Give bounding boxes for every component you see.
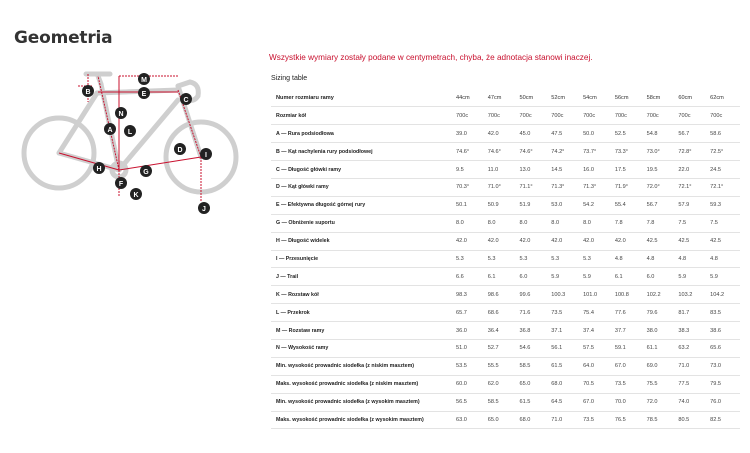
table-cell: 57.5	[581, 339, 613, 357]
size-header: 54cm	[581, 89, 613, 107]
table-cell: 71.9°	[613, 178, 645, 196]
table-cell: 76.5	[613, 411, 645, 429]
table-cell: 75.5	[645, 375, 677, 393]
marker-d	[174, 143, 186, 155]
row-label: M — Rozstaw ramy	[271, 322, 454, 340]
table-cell: 9.5	[454, 161, 486, 179]
row-label: J — Trail	[271, 268, 454, 286]
table-cell: 56.5	[454, 393, 486, 411]
table-cell: 700c	[486, 107, 518, 125]
marker-g	[140, 165, 152, 177]
table-cell: 72.1°	[708, 178, 740, 196]
svg-text:I: I	[205, 152, 207, 159]
table-cell: 98.6	[486, 286, 518, 304]
table-cell: 37.7	[613, 322, 645, 340]
svg-text:C: C	[183, 97, 189, 104]
table-cell: 53.5	[454, 357, 486, 375]
size-header: 47cm	[486, 89, 518, 107]
table-cell: 70.3°	[454, 178, 486, 196]
table-cell: 100.3	[549, 286, 581, 304]
table-cell: 5.3	[454, 250, 486, 268]
table-cell: 82.5	[708, 411, 740, 429]
table-cell: 73.0	[708, 357, 740, 375]
table-row	[271, 214, 740, 232]
table-cell: 79.6	[645, 304, 677, 322]
table-cell: 73.5	[613, 375, 645, 393]
table-cell: 72.8°	[676, 143, 708, 161]
table-cell: 71.6	[518, 304, 550, 322]
table-cell: 6.0	[645, 268, 677, 286]
table-cell: 42.0	[581, 232, 613, 250]
table-row	[271, 357, 740, 375]
table-cell: 73.3°	[613, 143, 645, 161]
table-row	[271, 322, 740, 340]
table-cell: 700c	[581, 107, 613, 125]
table-cell: 8.0	[518, 214, 550, 232]
size-header: 52cm	[549, 89, 581, 107]
table-cell: 7.8	[613, 214, 645, 232]
table-cell: 7.5	[676, 214, 708, 232]
row-label: E — Efektywna długość górnej rury	[271, 196, 454, 214]
row-label: B — Kąt nachylenia rury podsiodłowej	[271, 143, 454, 161]
table-cell: 39.0	[454, 125, 486, 143]
table-cell: 55.4	[613, 196, 645, 214]
table-cell: 8.0	[454, 214, 486, 232]
row-label: D — Kąt główki ramy	[271, 178, 454, 196]
table-cell: 65.6	[708, 339, 740, 357]
svg-text:J: J	[202, 206, 206, 213]
table-cell: 51.0	[454, 339, 486, 357]
units-notice: Wszystkie wymiary zostały podane w centymetrach, chyba, że adnotacja stanowi inaczej.	[269, 53, 593, 62]
table-cell: 79.5	[708, 375, 740, 393]
row-label: Rozmiar kół	[271, 107, 454, 125]
table-cell: 69.0	[645, 357, 677, 375]
svg-text:N: N	[118, 111, 124, 118]
table-cell: 76.0	[708, 393, 740, 411]
table-cell: 72.1°	[676, 178, 708, 196]
table-cell: 700c	[676, 107, 708, 125]
table-cell: 58.5	[486, 393, 518, 411]
table-cell: 58.6	[708, 125, 740, 143]
table-cell: 42.0	[454, 232, 486, 250]
table-cell: 11.0	[486, 161, 518, 179]
size-header: 60cm	[676, 89, 708, 107]
table-cell: 5.3	[549, 250, 581, 268]
table-cell: 54.6	[518, 339, 550, 357]
table-cell: 52.7	[486, 339, 518, 357]
marker-e	[138, 87, 150, 99]
svg-text:B: B	[85, 89, 91, 96]
row-label: H — Długość widelek	[271, 232, 454, 250]
table-cell: 57.9	[676, 196, 708, 214]
size-header: 44cm	[454, 89, 486, 107]
table-cell: 65.7	[454, 304, 486, 322]
table-cell: 17.5	[613, 161, 645, 179]
table-cell: 62.0	[486, 375, 518, 393]
table-cell: 6.1	[486, 268, 518, 286]
table-row	[271, 375, 740, 393]
table-cell: 63.0	[454, 411, 486, 429]
size-header: 58cm	[645, 89, 677, 107]
table-cell: 60.0	[454, 375, 486, 393]
table-cell: 77.5	[676, 375, 708, 393]
table-cell: 700c	[645, 107, 677, 125]
table-cell: 71.1°	[518, 178, 550, 196]
table-cell: 61.5	[518, 393, 550, 411]
header-label: Numer rozmiaru ramy	[271, 89, 454, 107]
table-cell: 65.0	[486, 411, 518, 429]
table-cell: 42.5	[708, 232, 740, 250]
row-label: G — Obniżenie suportu	[271, 214, 454, 232]
table-cell: 50.9	[486, 196, 518, 214]
table-cell: 51.9	[518, 196, 550, 214]
table-cell: 7.5	[708, 214, 740, 232]
marker-m	[138, 73, 150, 85]
table-cell: 74.0	[676, 393, 708, 411]
table-row	[271, 178, 740, 196]
table-cell: 5.3	[581, 250, 613, 268]
table-cell: 700c	[518, 107, 550, 125]
table-cell: 36.8	[518, 322, 550, 340]
table-row	[271, 304, 740, 322]
svg-text:A: A	[107, 127, 113, 134]
table-cell: 77.6	[613, 304, 645, 322]
table-cell: 61.1	[645, 339, 677, 357]
table-cell: 55.5	[486, 357, 518, 375]
table-cell: 58.5	[518, 357, 550, 375]
svg-text:D: D	[177, 147, 183, 154]
row-label: Min. wysokość prowadnic siodełka (z niskim masztem)	[271, 357, 454, 375]
table-cell: 73.5	[581, 411, 613, 429]
table-cell: 5.3	[486, 250, 518, 268]
table-cell: 5.9	[676, 268, 708, 286]
table-cell: 42.5	[676, 232, 708, 250]
table-cell: 6.0	[518, 268, 550, 286]
table-cell: 50.0	[581, 125, 613, 143]
table-cell: 67.0	[581, 393, 613, 411]
table-row	[271, 411, 740, 429]
table-cell: 64.5	[549, 393, 581, 411]
table-cell: 38.0	[645, 322, 677, 340]
table-row	[271, 339, 740, 357]
table-cell: 4.8	[676, 250, 708, 268]
row-label: I — Przesunięcie	[271, 250, 454, 268]
table-cell: 103.2	[676, 286, 708, 304]
table-row	[271, 196, 740, 214]
svg-text:M: M	[141, 77, 147, 84]
table-cell: 70.5	[581, 375, 613, 393]
row-label: Min. wysokość prowadnic siodełka (z wysokim masztem)	[271, 393, 454, 411]
table-cell: 59.1	[613, 339, 645, 357]
table-cell: 56.1	[549, 339, 581, 357]
table-cell: 42.0	[549, 232, 581, 250]
table-cell: 54.2	[581, 196, 613, 214]
table-row	[271, 161, 740, 179]
table-cell: 68.0	[549, 375, 581, 393]
table-cell: 68.0	[518, 411, 550, 429]
table-cell: 74.6°	[454, 143, 486, 161]
marker-c	[180, 93, 192, 105]
table-cell: 101.0	[581, 286, 613, 304]
row-label: A — Rura podsiodłowa	[271, 125, 454, 143]
table-cell: 4.8	[613, 250, 645, 268]
table-cell: 8.0	[549, 214, 581, 232]
table-cell: 6.1	[613, 268, 645, 286]
table-cell: 45.0	[518, 125, 550, 143]
table-cell: 36.4	[486, 322, 518, 340]
table-cell: 700c	[454, 107, 486, 125]
table-row	[271, 125, 740, 143]
marker-j	[198, 202, 210, 214]
table-cell: 42.0	[613, 232, 645, 250]
table-cell: 74.6°	[518, 143, 550, 161]
table-cell: 83.5	[708, 304, 740, 322]
table-row	[271, 143, 740, 161]
table-cell: 37.4	[581, 322, 613, 340]
table-cell: 5.3	[518, 250, 550, 268]
svg-text:F: F	[118, 181, 124, 188]
row-label: C — Długość główki ramy	[271, 161, 454, 179]
table-cell: 7.8	[645, 214, 677, 232]
table-cell: 14.5	[549, 161, 581, 179]
table-cell: 65.0	[518, 375, 550, 393]
table-cell: 74.6°	[486, 143, 518, 161]
svg-text:K: K	[133, 192, 139, 199]
table-cell: 100.8	[613, 286, 645, 304]
table-header-row	[271, 89, 740, 107]
table-cell: 54.8	[645, 125, 677, 143]
svg-text:H: H	[96, 166, 102, 173]
table-cell: 50.1	[454, 196, 486, 214]
table-cell: 102.2	[645, 286, 677, 304]
table-cell: 19.5	[645, 161, 677, 179]
marker-h	[93, 162, 105, 174]
size-header: 50cm	[518, 89, 550, 107]
table-cell: 5.9	[708, 268, 740, 286]
table-cell: 4.8	[645, 250, 677, 268]
table-cell: 72.0	[645, 393, 677, 411]
size-header: 56cm	[613, 89, 645, 107]
table-cell: 42.0	[518, 232, 550, 250]
table-cell: 70.0	[613, 393, 645, 411]
marker-l	[124, 125, 136, 137]
table-cell: 42.0	[486, 125, 518, 143]
table-cell: 73.0°	[645, 143, 677, 161]
row-label: L — Przekrok	[271, 304, 454, 322]
table-cell: 4.8	[708, 250, 740, 268]
table-cell: 16.0	[581, 161, 613, 179]
table-row	[271, 393, 740, 411]
table-row	[271, 250, 740, 268]
table-cell: 47.5	[549, 125, 581, 143]
table-cell: 6.6	[454, 268, 486, 286]
table-cell: 700c	[708, 107, 740, 125]
row-label: N — Wysokość ramy	[271, 339, 454, 357]
svg-text:L: L	[127, 129, 133, 136]
row-label: Maks. wysokość prowadnic siodełka (z niskim masztem)	[271, 375, 454, 393]
table-cell: 71.0	[549, 411, 581, 429]
table-cell: 56.7	[676, 125, 708, 143]
table-cell: 72.0°	[645, 178, 677, 196]
table-cell: 71.3°	[549, 178, 581, 196]
table-cell: 53.0	[549, 196, 581, 214]
table-cell: 71.0°	[486, 178, 518, 196]
table-row	[271, 268, 740, 286]
marker-n	[115, 107, 127, 119]
marker-i	[200, 148, 212, 160]
table-cell: 63.2	[676, 339, 708, 357]
table-cell: 64.0	[581, 357, 613, 375]
table-cell: 5.9	[549, 268, 581, 286]
table-cell: 71.3°	[581, 178, 613, 196]
table-cell: 67.0	[613, 357, 645, 375]
marker-k	[130, 188, 142, 200]
marker-b	[82, 85, 94, 97]
table-cell: 75.4	[581, 304, 613, 322]
table-cell: 24.5	[708, 161, 740, 179]
table-cell: 22.0	[676, 161, 708, 179]
table-cell: 72.5°	[708, 143, 740, 161]
table-cell: 700c	[613, 107, 645, 125]
size-header: 62cm	[708, 89, 740, 107]
table-cell: 81.7	[676, 304, 708, 322]
table-cell: 37.1	[549, 322, 581, 340]
table-caption: Sizing table	[271, 75, 308, 82]
table-row	[271, 107, 740, 125]
table-cell: 68.6	[486, 304, 518, 322]
table-row	[271, 232, 740, 250]
bike-geometry-diagram	[18, 62, 250, 222]
table-cell: 73.7°	[581, 143, 613, 161]
table-cell: 56.7	[645, 196, 677, 214]
table-cell: 99.6	[518, 286, 550, 304]
row-label: Maks. wysokość prowadnic siodełka (z wysokim masztem)	[271, 411, 454, 429]
table-cell: 61.5	[549, 357, 581, 375]
row-label: K — Rozstaw kół	[271, 286, 454, 304]
table-cell: 42.0	[486, 232, 518, 250]
table-cell: 74.2°	[549, 143, 581, 161]
table-cell: 38.3	[676, 322, 708, 340]
table-cell: 71.0	[676, 357, 708, 375]
table-cell: 52.5	[613, 125, 645, 143]
table-row	[271, 286, 740, 304]
table-cell: 73.5	[549, 304, 581, 322]
table-cell: 8.0	[581, 214, 613, 232]
table-cell: 700c	[549, 107, 581, 125]
geometry-table	[271, 89, 740, 429]
marker-a	[104, 123, 116, 135]
svg-text:G: G	[143, 169, 149, 176]
table-cell: 38.6	[708, 322, 740, 340]
table-cell: 59.3	[708, 196, 740, 214]
page-title: Geometria	[14, 28, 113, 48]
table-cell: 104.2	[708, 286, 740, 304]
table-cell: 5.9	[581, 268, 613, 286]
svg-text:E: E	[141, 91, 147, 98]
table-cell: 78.5	[645, 411, 677, 429]
table-cell: 80.5	[676, 411, 708, 429]
marker-f	[115, 177, 127, 189]
table-cell: 36.0	[454, 322, 486, 340]
table-cell: 13.0	[518, 161, 550, 179]
table-cell: 98.3	[454, 286, 486, 304]
table-cell: 8.0	[486, 214, 518, 232]
table-cell: 42.5	[645, 232, 677, 250]
